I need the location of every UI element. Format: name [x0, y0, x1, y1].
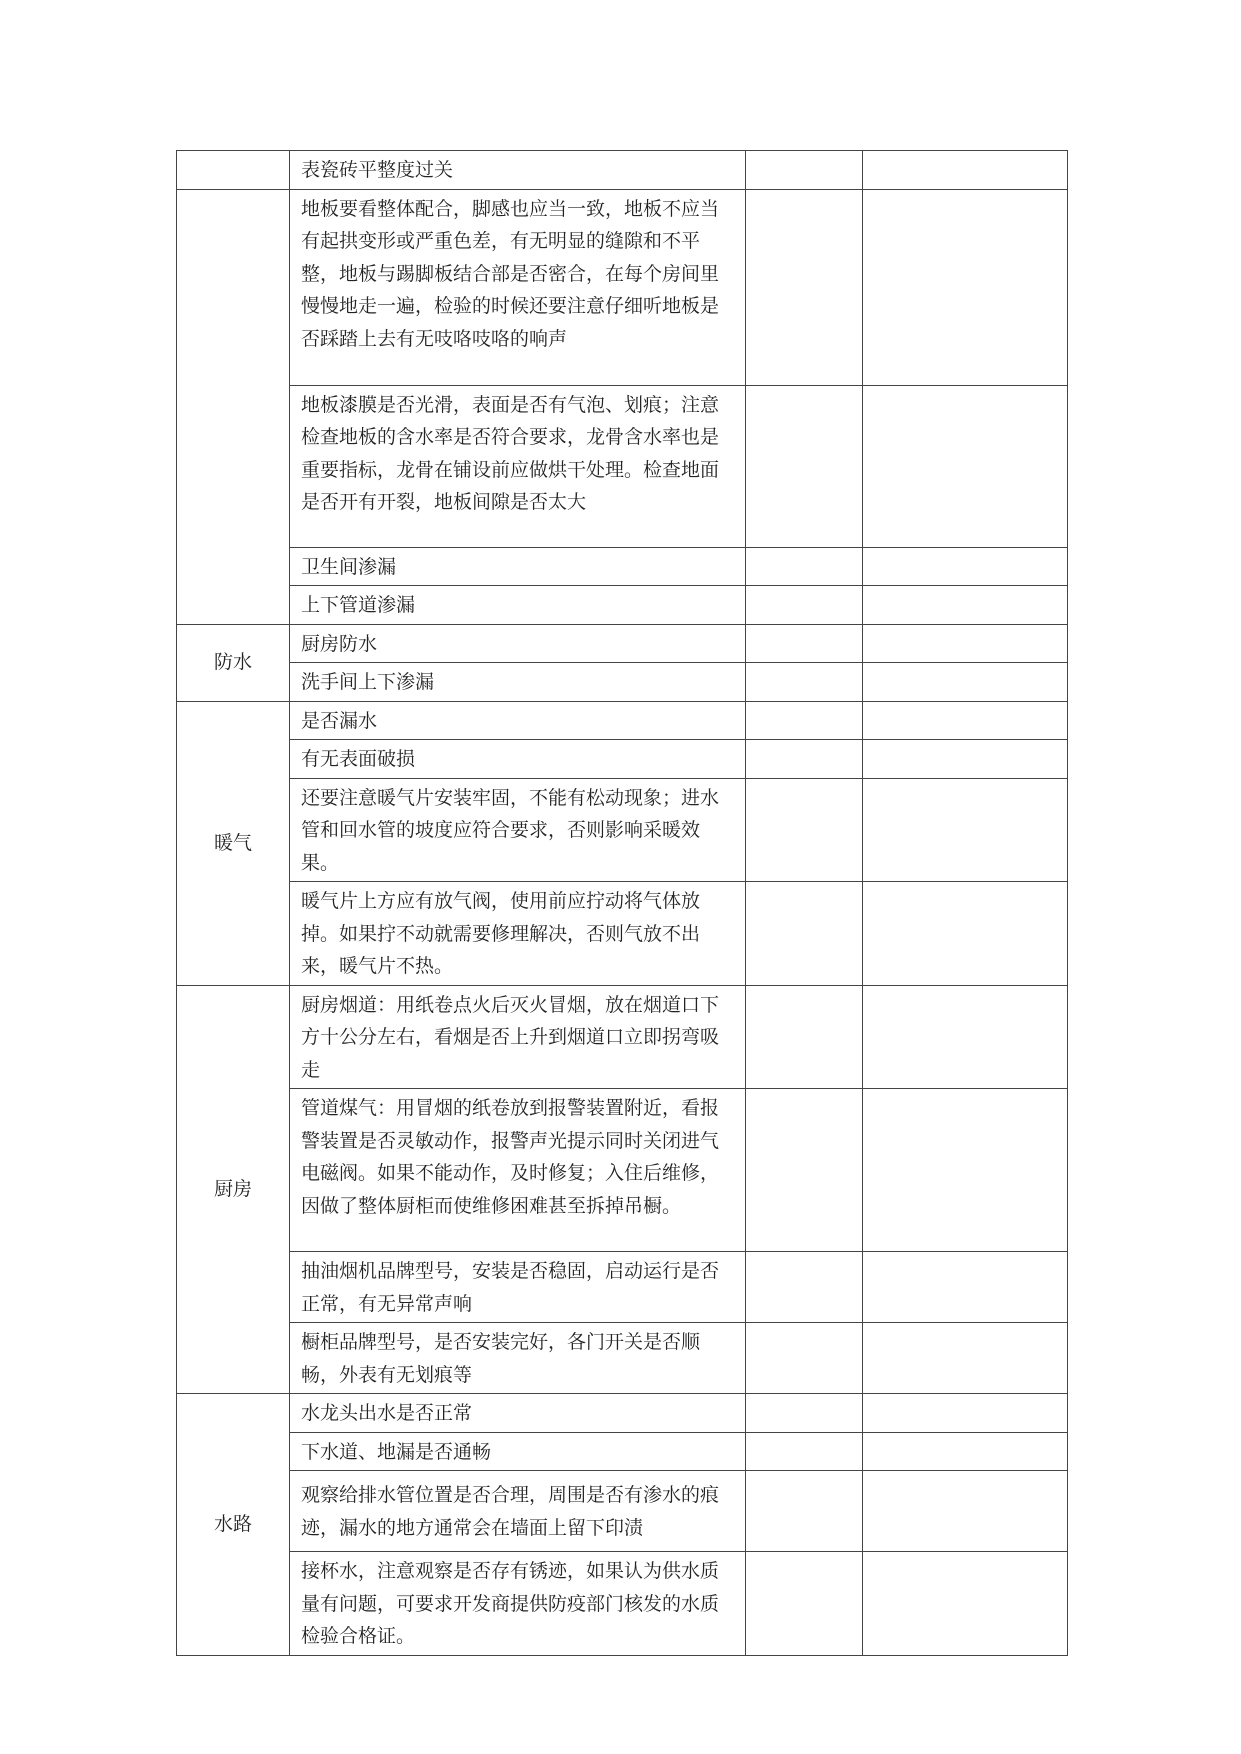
table-row: [177, 1394, 1068, 1433]
remark-cell[interactable]: [863, 1432, 1068, 1471]
table-row: [177, 547, 1068, 586]
table-row: [177, 1432, 1068, 1471]
item-cell: 有无表面破损: [290, 740, 746, 779]
item-cell: 地板漆膜是否光滑，表面是否有气泡、划痕；注意检查地板的含水率是否符合要求，龙骨含水率也是重要指标，龙骨在铺设前应做烘干处理。检查地面是否开有开裂，地板间隙是否太大: [290, 385, 746, 547]
remark-cell[interactable]: [863, 1252, 1068, 1323]
check-cell[interactable]: [746, 1471, 863, 1552]
check-cell[interactable]: [746, 663, 863, 702]
item-cell: 是否漏水: [290, 701, 746, 740]
check-cell[interactable]: [746, 1394, 863, 1433]
remark-cell[interactable]: [863, 663, 1068, 702]
check-cell[interactable]: [746, 151, 863, 190]
table-row: [177, 624, 1068, 663]
remark-cell[interactable]: [863, 778, 1068, 882]
remark-cell[interactable]: [863, 624, 1068, 663]
table-row: [177, 1089, 1068, 1252]
check-cell[interactable]: [746, 1432, 863, 1471]
remark-cell[interactable]: [863, 1471, 1068, 1552]
remark-cell[interactable]: [863, 189, 1068, 385]
item-cell: 表瓷砖平整度过关: [290, 151, 746, 190]
table-row: [177, 882, 1068, 986]
table-row: [177, 1323, 1068, 1394]
item-cell: 卫生间渗漏: [290, 547, 746, 586]
remark-cell[interactable]: [863, 151, 1068, 190]
remark-cell[interactable]: [863, 882, 1068, 986]
remark-cell[interactable]: [863, 1089, 1068, 1252]
item-cell: 上下管道渗漏: [290, 586, 746, 625]
remark-cell[interactable]: [863, 1323, 1068, 1394]
check-cell[interactable]: [746, 586, 863, 625]
check-cell[interactable]: [746, 778, 863, 882]
remark-cell[interactable]: [863, 740, 1068, 779]
item-cell: 地板要看整体配合，脚感也应当一致，地板不应当有起拱变形或严重色差，有无明显的缝隙和不平整，地板与踢脚板结合部是否密合，在每个房间里慢慢地走一遍，检验的时候还要注意仔细听地板是否踩踏上去有无吱咯吱咯的响声: [290, 189, 746, 385]
table-row: [177, 1252, 1068, 1323]
item-cell: 观察给排水管位置是否合理，周围是否有渗水的痕迹，漏水的地方通常会在墙面上留下印渍: [290, 1471, 746, 1552]
remark-cell[interactable]: [863, 586, 1068, 625]
check-cell[interactable]: [746, 624, 863, 663]
check-cell[interactable]: [746, 882, 863, 986]
table-row: [177, 1471, 1068, 1552]
item-cell: 管道煤气：用冒烟的纸卷放到报警装置附近，看报警装置是否灵敏动作，报警声光提示同时关闭进气电磁阀。如果不能动作，及时修复；入住后维修，因做了整体厨柜而使维修困难甚至拆掉吊橱。: [290, 1089, 746, 1252]
category-cell-empty: [177, 151, 290, 190]
table-row: [177, 1552, 1068, 1656]
item-cell: 厨房防水: [290, 624, 746, 663]
item-cell: 接杯水，注意观察是否存有锈迹，如果认为供水质量有问题，可要求开发商提供防疫部门核发的水质检验合格证。: [290, 1552, 746, 1656]
table-row: [177, 189, 1068, 385]
item-cell: 还要注意暖气片安装牢固，不能有松动现象；进水管和回水管的坡度应符合要求，否则影响采暖效果。: [290, 778, 746, 882]
table-row: [177, 151, 1068, 190]
remark-cell[interactable]: [863, 985, 1068, 1089]
check-cell[interactable]: [746, 1089, 863, 1252]
item-cell: 洗手间上下渗漏: [290, 663, 746, 702]
table-row: [177, 586, 1068, 625]
item-cell: 水龙头出水是否正常: [290, 1394, 746, 1433]
table-row: [177, 985, 1068, 1089]
check-cell[interactable]: [746, 701, 863, 740]
category-cell-nuanqi: 暖气: [177, 701, 290, 985]
table-row: [177, 385, 1068, 547]
item-cell: 暖气片上方应有放气阀，使用前应拧动将气体放掉。如果拧不动就需要修理解决，否则气放不出来，暖气片不热。: [290, 882, 746, 986]
table-row: [177, 701, 1068, 740]
remark-cell[interactable]: [863, 701, 1068, 740]
table-row: [177, 663, 1068, 702]
table-row: [177, 778, 1068, 882]
item-cell: 厨房烟道：用纸卷点火后灭火冒烟，放在烟道口下方十公分左右，看烟是否上升到烟道口立即拐弯吸走: [290, 985, 746, 1089]
category-cell-fangshui: 防水: [177, 624, 290, 701]
check-cell[interactable]: [746, 1252, 863, 1323]
category-cell-chufang: 厨房: [177, 985, 290, 1394]
table-row: [177, 740, 1068, 779]
remark-cell[interactable]: [863, 547, 1068, 586]
category-cell-empty: [177, 189, 290, 624]
check-cell[interactable]: [746, 740, 863, 779]
remark-cell[interactable]: [863, 1552, 1068, 1656]
check-cell[interactable]: [746, 1323, 863, 1394]
check-cell[interactable]: [746, 985, 863, 1089]
category-cell-shuilu: 水路: [177, 1394, 290, 1656]
item-cell: 橱柜品牌型号，是否安装完好，各门开关是否顺畅，外表有无划痕等: [290, 1323, 746, 1394]
remark-cell[interactable]: [863, 1394, 1068, 1433]
inspection-checklist-table: [176, 150, 1068, 1656]
check-cell[interactable]: [746, 385, 863, 547]
check-cell[interactable]: [746, 1552, 863, 1656]
check-cell[interactable]: [746, 547, 863, 586]
item-cell: 抽油烟机品牌型号，安装是否稳固，启动运行是否正常，有无异常声响: [290, 1252, 746, 1323]
check-cell[interactable]: [746, 189, 863, 385]
remark-cell[interactable]: [863, 385, 1068, 547]
item-cell: 下水道、地漏是否通畅: [290, 1432, 746, 1471]
